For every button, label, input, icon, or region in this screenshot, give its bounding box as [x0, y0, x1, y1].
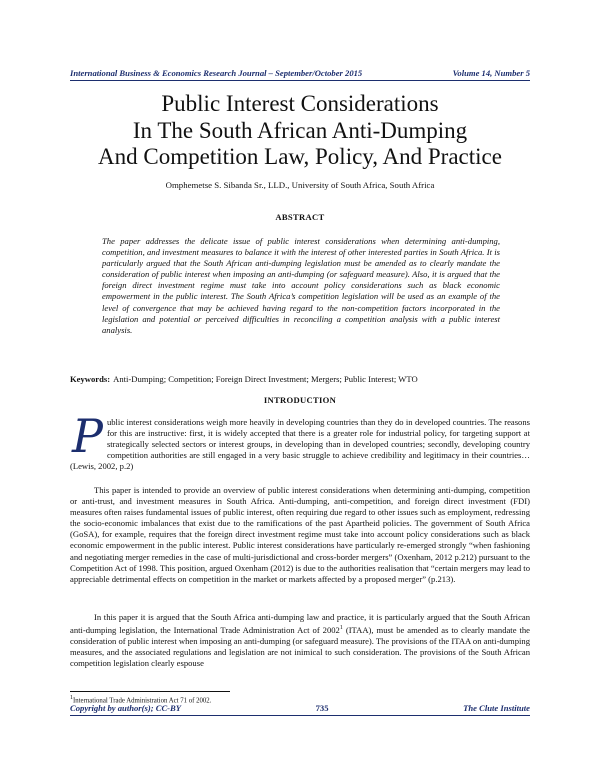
intro-paragraph-2: This paper is intended to provide an overview of public interest considerations when determining anti-dumping, competition or anti-trust, and investment measures in South Africa. Anti-dumping, anti-competition, and foreign direct investment (FDI) measures often raises fundamental issues of public interest, often requiring due regard to other issues such as employment, redressing the socio-economic imbalances that exist due to the ramifications of the past Apartheid policies. The government of South Africa (GoSA), for example, requires that the foreign direct investment regime must take into account policy considerations such as black economic empowerment in the public interest. Public interest considerations have particularly re-emerged strongly “when fashioning and negotiating merger remedies in the case of multi-jurisdictional and cross-border mergers” (Oxenham, 2012 p.212) pursuant to the Competition Act of 1998. This position, argued Oxenham (2012) is due to the authorities realisation that “certain mergers may lead to appreciable detrimental effects on competition in the market or markets affected by a proposed merger” (p.213). — [70, 485, 530, 584]
footnote-text: International Trade Administration Act 71 of 2002. — [73, 697, 212, 705]
journal-name: International Business & Economics Research Journal – September/October 2015 — [70, 68, 363, 78]
intro-paragraph-3-part-b: (ITAA), must be amended as to clearly mandate the consideration of public interest when imposing an anti-dumping (or safeguard measure). The provisions of the ITAA on anti-dumping measures, and the associated regulations and legislation are not inimical to such consideration. The provisions of the South African competition legislation clearly espouse — [70, 624, 530, 669]
title-line-3: And Competition Law, Policy, And Practice — [98, 144, 502, 169]
intro-paragraph-3 — [70, 612, 530, 669]
paper-title — [40, 91, 560, 171]
introduction-heading: INTRODUCTION — [263, 395, 337, 405]
footnote-mark: 1 — [70, 695, 73, 701]
intro-quote-paragraph — [70, 409, 530, 472]
title-line-2: In The South African Anti-Dumping — [132, 117, 468, 143]
page-number: 735 — [315, 703, 329, 713]
author-line: Omphemetse S. Sibanda Sr., LLD., University of South Africa, South Africa — [165, 180, 435, 190]
footnote-divider — [70, 691, 230, 692]
footnote-reference[interactable]: 1 — [339, 625, 343, 632]
publisher-name: The Clute Institute — [463, 703, 530, 713]
keywords-text: Anti-Dumping; Competition; Foreign Direct Investment; Mergers; Public Interest; WTO — [113, 374, 418, 384]
keywords-label: Keywords: — [70, 374, 111, 384]
copyright-notice: Copyright by author(s); CC-BY — [70, 703, 182, 713]
abstract-heading: ABSTRACT — [275, 212, 325, 222]
intro-quote-text: ublic interest considerations weigh more heavily in developing countries than they do in developed countries. The reasons for this are instructive: first, it is widely accepted that there is a greater role for industrial policy, for targeting support at strategically selected sectors or interest groups, in developing than in developed countries; secondly, developing country competition authorities are still engaged in a very basic struggle to achieve credibility and legitimacy in their countries…(Lewis, 2002, p.2) — [70, 417, 530, 472]
keywords — [70, 374, 530, 384]
abstract-text: The paper addresses the delicate issue of public interest considerations when determining anti-dumping, competition, and investment measures to balance it with the interest of other interested parties in South Africa. It is particularly argued that the South African anti-dumping legislation must be amended as to clearly mandate the consideration of public interest when imposing an anti-dumping (or safeguard measure). Also, it is argued that the foreign direct investment regime must take into account policy considerations such as black economic empowerment in the public interest. The South Africa’s competition legislation will be used as an example of the level of convergence that may be achieved having regard to the non-competition factors incorporated in the legislation and potential or perceived difficulties in reconciling a competition analysis with a public interest analysis. — [102, 236, 500, 335]
title-line-1: Public Interest Considerations — [161, 91, 439, 116]
drop-cap: P — [72, 409, 103, 463]
volume-number: Volume 14, Number 5 — [452, 68, 530, 78]
running-footer — [70, 703, 530, 716]
running-header — [70, 68, 530, 81]
intro-paragraph-3-part-a: In this paper it is argued that the South Africa anti-dumping law and practice, it is particularly argued that the South African anti-dumping legislation, the International Trade Administration Act of 2002 — [70, 612, 530, 635]
